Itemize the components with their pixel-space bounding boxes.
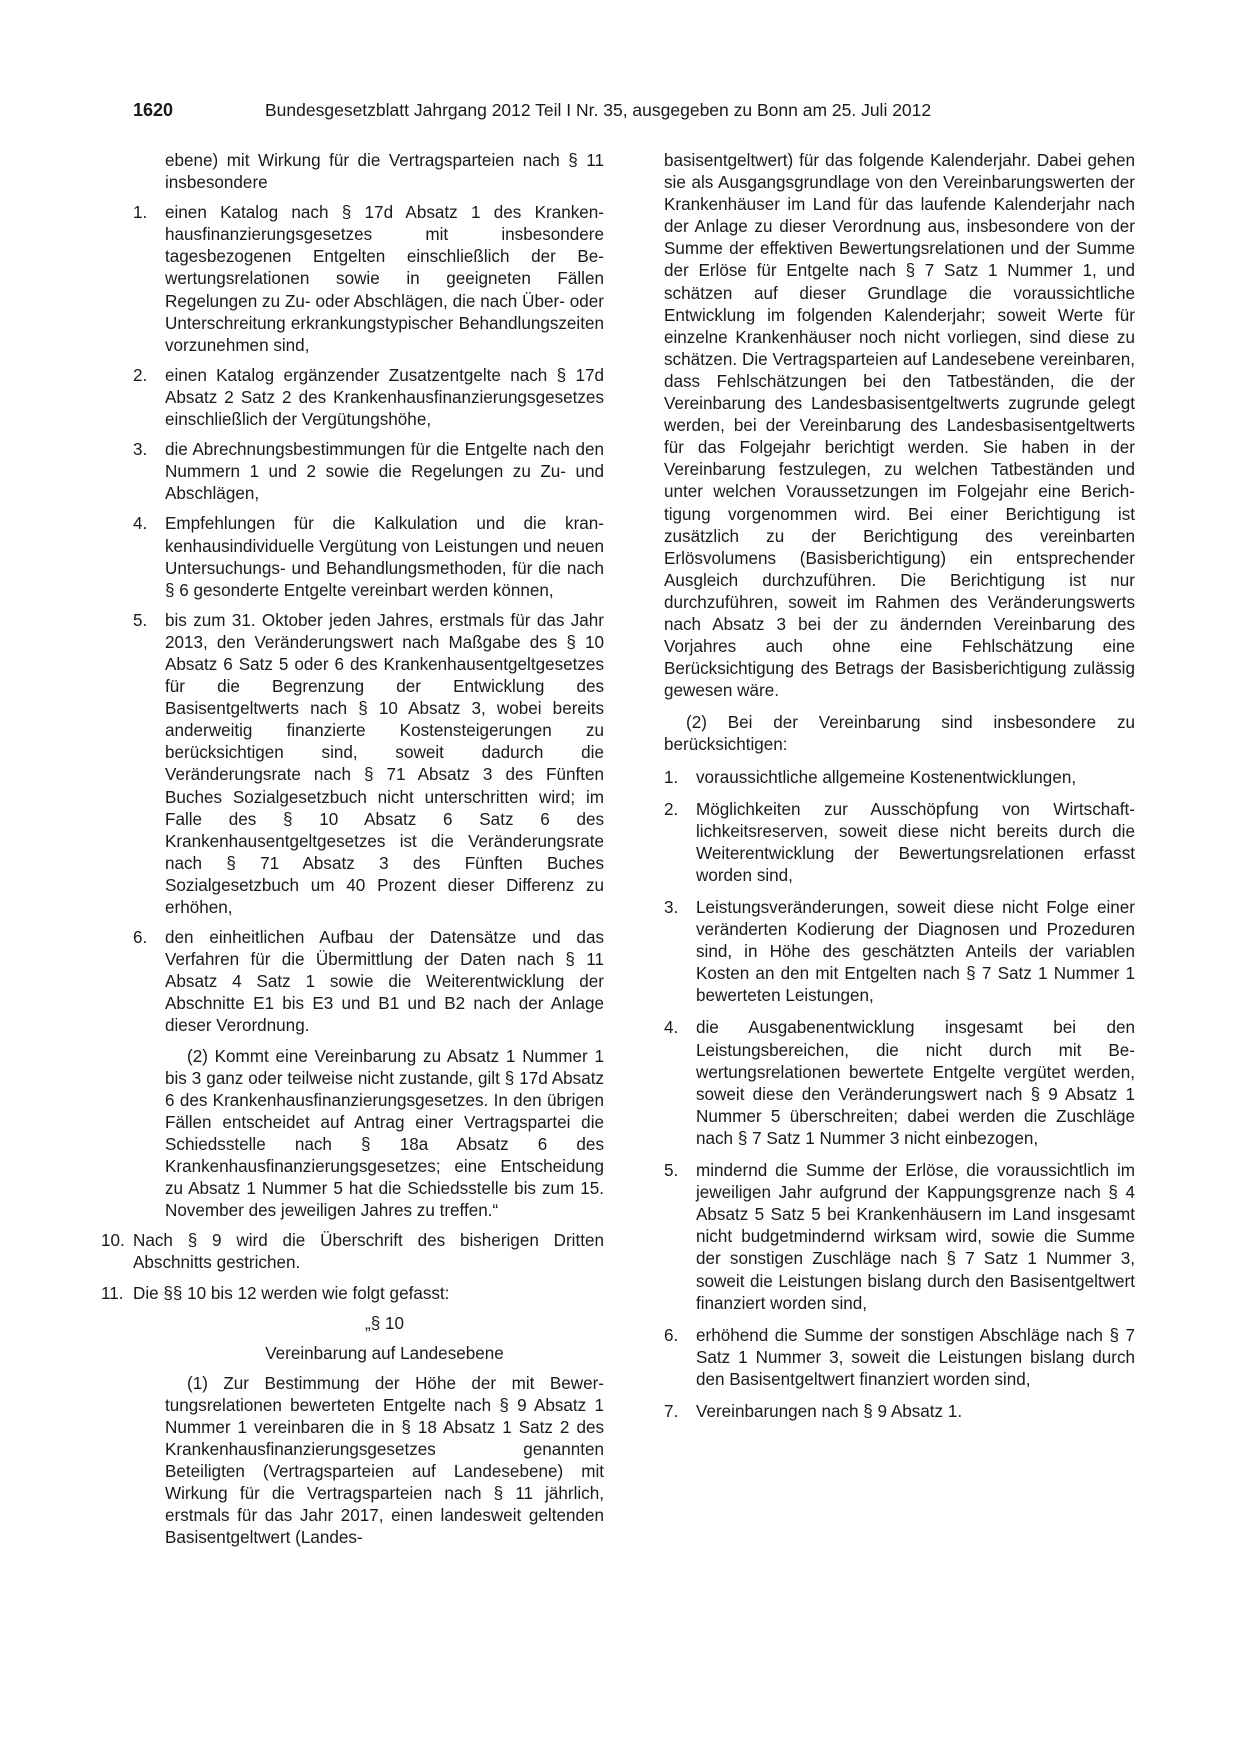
list-item-text: voraussichtliche allgemeine Kostenentwicklungen, [696,767,1077,787]
list-item-number: 1. [664,767,679,787]
list-item-number: 1. [133,203,148,223]
page-number: 1620 [133,100,174,120]
right-column [664,150,1135,1423]
list-item [133,513,604,601]
amendment-number: 10. [101,1231,125,1251]
list-item-number: 5. [133,610,148,630]
list-item-number: 3. [133,440,148,460]
list-item-text: die Abrechnungsbestimmungen für die Entgelte nach den Nummern 1 und 2 sowie die Regelungen zu Zu- und Abschlägen, [165,440,604,504]
page-header-title: Bundesgesetzblatt Jahrgang 2012 Teil I Nr. 35, ausgegeben zu Bonn am 25. Juli 2012 [265,100,932,120]
section-title: Vereinbarung auf Landesebene [265,1343,504,1363]
continued-paragraph: basisentgeltwert) für das folgende Kalenderjahr. Dabei gehen sie als Ausgangsgrundlage von den Vereinbarungswerten der Krankenhäuser im Land für das laufende Kalenderjahr nach der Anlage zu dieser Verordnung aus, insbesondere von der Summe der effektiven Bewertungsrelationen und der Summe der Erlöse für Entgelte nach § 7 Satz 1 Nummer 1, und schätzen auf dieser Grundlage die voraussichtliche Entwicklung im folgenden Kalenderjahr; soweit Werte für einzelne Krankenhäuser noch nicht vorliegen, sind diese zu schätzen. Die Vertragsparteien auf Landesebene vereinbaren, dass Fehlschätzungen bei den Tatbeständen, die der Vereinbarung des Landesbasisentgeltwerts zugrunde gelegt werden, bei der Vereinbarung des Landesbasisentgeltwerts für das Folgejahr berichtigt werden. Sie haben in der Vereinbarung festzulegen, zu welchen Tatbeständen und unter welchen Voraussetzungen im Folgejahr eine Berichtigung vorgenommen wird. Bei einer Berichtigung ist zusätzlich zu der Berichtigung des vereinbarten Erlösvolumens (Basisberichtigung) ein entsprechender Ausgleich durchzuführen. Die Berichtigung ist nur durchzuführen, soweit im Rahmen des Veränderungswerts nach Absatz 3 bei der zu ändernden Vereinbarung des Vorjahres auch ohne eine Fehlschätzung eine Berücksichtigung des Betrags der Basisberichtigung zulässig gewesen wäre. [664,151,1135,701]
list-item [133,439,604,505]
list-item-text: die Ausgabenentwicklung insgesamt bei den Leistungsbereichen, die nicht durch mit Bewertungsrelationen bewertete Entgelte vergütet werden, soweit diese den Veränderungswert nach § 9 Absatz 1 Nummer 5 überschreiten; dabei werden die Zuschläge nach § 7 Satz 1 Nummer 3 nicht einbezogen, [696,1018,1135,1148]
list-item [133,202,604,357]
list-item-text: Empfehlungen für die Kalkulation und die krankenhausindividuelle Vergütung von Leistungen und neuen Untersuchungs- und Behandlungsmethoden, für die nach § 6 gesonderte Entgelte vereinbart werden können, [165,514,604,600]
list-item-text: mindernd die Summe der Erlöse, die voraussichtlich im jeweiligen Jahr aufgrund der Kappungsgrenze nach § 4 Absatz 5 Satz 5 bei Krankenhäusern im Land insgesamt nicht budgetmindernd wirksam wird, sowie die Summe der sonstigen Zuschläge nach § 7 Satz 1 Nummer 3, soweit die Leistungen bislang durch den Basisentgeltwert finanziert worden sind, [696,1161,1135,1313]
amendment-text: Die §§ 10 bis 12 werden wie folgt gefasst: [133,1283,450,1303]
list-item-text: erhöhend die Summe der sonstigen Abschläge nach § 7 Satz 1 Nummer 3, soweit die Leistungen bislang durch den Basisentgeltwert finanziert worden sind, [696,1325,1135,1389]
amendment-number: 11. [101,1283,124,1303]
list-item-number: 3. [664,898,679,917]
list-item [664,1325,1135,1391]
list-item-text: einen Katalog nach § 17d Absatz 1 des Krankenhausfinanzierungsgesetzes mit insbesondere tagesbezogenen Entgelten einschließlich der Bewertungsrelationen sowie in geeigneten Fällen Regelungen zu Zu- oder Abschlägen, die nach Über- oder Unterschreitung erkrankungstypischer Behandlungszeiten vorzunehmen sind, [165,203,604,355]
list-item-number: 6. [133,928,148,948]
list-item-text: bis zum 31. Oktober jeden Jahres, erstmals für das Jahr 2013, den Veränderungswert nach Maßgabe des § 10 Absatz 6 Satz 5 oder 6 des Krankenhausentgeltgesetzes für die Begrenzung der Entwicklung des Basisentgeltwerts nach § 10 Absatz 3, wobei bereits anderweitig finanzierte Kostensteigerungen zu berücksichtigen sind, soweit dadurch die Veränderungsrate nach § 71 Absatz 3 des Fünften Buches Sozialgesetzbuch nicht unterschritten wird; im Falle des § 10 Absatz 6 Satz 6 des Krankenhausentgeltgesetzes ist die Veränderungsrate nach § 71 Absatz 3 des Fünften Buches Sozialgesetzbuch um 40 Prozent dieser Differenz zu erhöhen, [165,610,604,917]
page-header [133,100,983,126]
list-item [664,799,1135,887]
list-item-text: Möglichkeiten zur Ausschöpfung von Wirtschaftlichkeitsreserven, soweit diese nicht bereits durch die Weiterentwicklung der Bewertungsrelationen erfasst worden sind, [696,799,1135,885]
amendment-item-11 [101,1283,604,1305]
list-item-number: 7. [664,1401,679,1421]
list-item [664,767,1135,789]
list-item [664,1401,1135,1423]
left-column [101,150,604,1550]
list-item-number: 2. [664,799,679,819]
list-item-number: 5. [664,1161,679,1181]
list-item-text: Leistungsveränderungen, soweit diese nicht Folge einer veränderten Kodierung der Diagnosen und Prozeduren sind, in Höhe des geschätzten Anteils der variablen Kosten an den mit Entgelten nach § 7 Satz 1 Nummer 1 bewerteten Leistungen, [696,898,1135,1006]
list-item-number: 4. [664,1018,679,1038]
list-item [664,897,1135,1007]
list-item [664,1160,1135,1315]
intro-text: ebene) mit Wirkung für die Vertragsparteien nach § 11 insbesondere [165,151,604,193]
paragraph-2-right: (2) Bei der Vereinbarung sind insbesondere zu berücksichtigen: [664,713,1135,755]
paragraph-1: (1) Zur Bestimmung der Höhe der mit Bewertungsrelationen bewerteten Entgelte nach § 9 Absatz 1 Nummer 1 vereinbaren die in § 18 Absatz 1 Satz 2 des Krankenhausfinanzierungsgesetzes genannten Beteiligten (Vertragsparteien auf Landesebene) mit Wirkung für die Vertragsparteien nach § 11 jährlich, erstmals für das Jahr 2017, einen landesweit geltenden Basisentgeltwert (Landes- [165,1373,604,1548]
amendment-text: Nach § 9 wird die Überschrift des bisherigen Dritten Abschnitts gestrichen. [133,1231,604,1273]
amendment-item-10 [101,1230,604,1274]
list-item-number: 4. [133,514,148,534]
list-item-number: 2. [133,365,148,385]
list-item-text: Vereinbarungen nach § 9 Absatz 1. [696,1401,963,1421]
list-item-number: 6. [664,1325,679,1345]
list-item [133,610,604,919]
list-item [133,927,604,1037]
paragraph-2: (2) Kommt eine Vereinbarung zu Absatz 1 Nummer 1 bis 3 ganz oder teilweise nicht zustande, gilt § 17d Absatz 6 des Krankenhausfinanzierungsgesetzes. In den übrigen Fällen entscheidet auf Antrag einer Vertragspartei die Schiedsstelle nach § 18a Absatz 6 des Krankenhausfinanzierungsgesetzes; eine Entscheidung zu Absatz 1 Nummer 5 hat die Schiedsstelle bis zum 15. November des jeweiligen Jahres zu treffen.“ [165,1046,604,1221]
list-item-text: den einheitlichen Aufbau der Datensätze und das Verfahren für die Übermittlung der Daten nach § 11 Absatz 4 Satz 1 sowie die Weiterentwicklung der Abschnitte E1 bis E3 und B1 und B2 nach der Anlage dieser Verordnung. [165,928,604,1036]
section-number: „§ 10 [365,1313,404,1333]
list-item-text: einen Katalog ergänzender Zusatzentgelte nach § 17d Absatz 2 Satz 2 des Krankenhausfinanzierungsgesetzes einschließlich der Vergütungshöhe, [165,365,604,430]
list-item [133,365,604,431]
list-item [664,1017,1135,1150]
